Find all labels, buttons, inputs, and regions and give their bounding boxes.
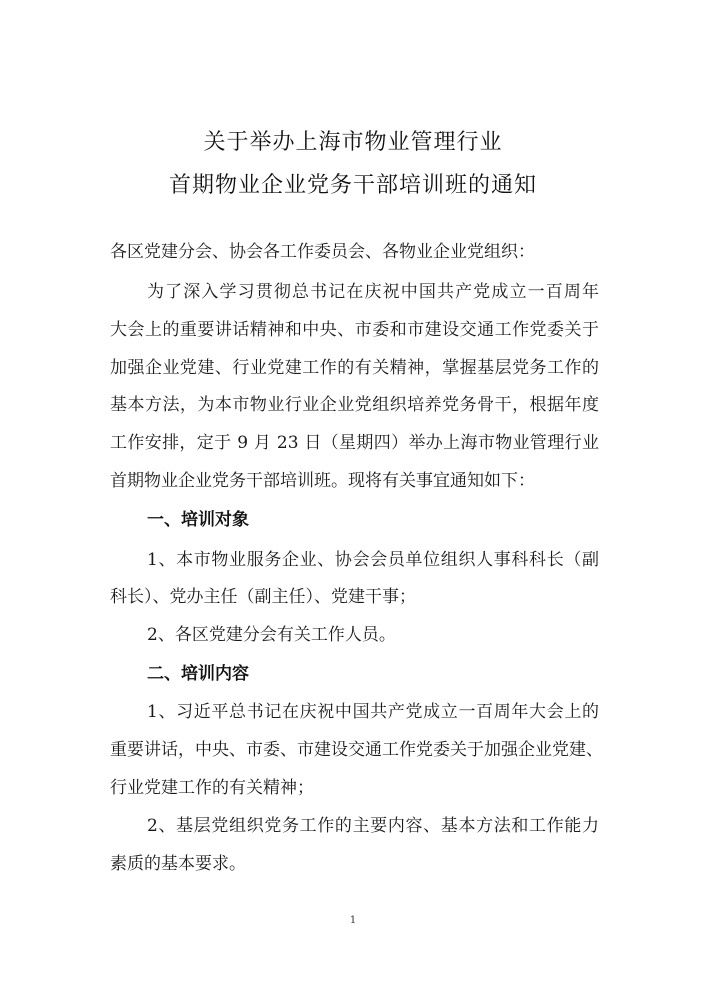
- intro-line: 工作安排，定于 9 月 23 日（星期四）举办上海市物业管理行业: [110, 433, 599, 453]
- intro-line: 基本方法，为本市物业行业企业党组织培养党务骨干，根据年度: [110, 395, 599, 415]
- page-number: 1: [349, 915, 357, 926]
- section1-item1-line: 科长）、党办主任（副主任）、党建干事；: [110, 587, 416, 607]
- section2-item1-line: 重要讲话，中央、市委、市建设交通工作党委关于加强企业党建、: [110, 740, 603, 760]
- section-heading-training-content: 二、培训内容: [147, 664, 249, 684]
- document-title-line-2: 首期物业企业党务干部培训班的通知: [168, 173, 537, 198]
- section-heading-training-targets: 一、培训对象: [147, 510, 249, 530]
- section1-item1-line: 1、本市物业服务企业、协会会员单位组织人事科科长（副: [147, 550, 599, 570]
- document-title-line-1: 关于举办上海市物业管理行业: [203, 130, 503, 155]
- intro-line: 加强企业党建、行业党建工作的有关精神，掌握基层党务工作的: [110, 358, 599, 378]
- intro-line: 大会上的重要讲话精神和中央、市委和市建设交通工作党委关于: [110, 320, 599, 340]
- section2-item2-line: 2、基层党组织党务工作的主要内容、基本方法和工作能力: [147, 816, 599, 836]
- intro-line: 首期物业企业党务干部培训班。现将有关事宜通知如下：: [110, 471, 535, 491]
- salutation: 各区党建分会、协会各工作委员会、各物业企业党组织：: [110, 242, 535, 262]
- intro-line: 为了深入学习贯彻总书记在庆祝中国共产党成立一百周年: [147, 282, 599, 302]
- section2-item1-line: 1、习近平总书记在庆祝中国共产党成立一百周年大会上的: [147, 702, 599, 722]
- section1-item2: 2、各区党建分会有关工作人员。: [147, 625, 396, 645]
- section2-item2-line: 素质的基本要求。: [110, 854, 246, 874]
- section2-item1-line: 行业党建工作的有关精神；: [110, 778, 314, 798]
